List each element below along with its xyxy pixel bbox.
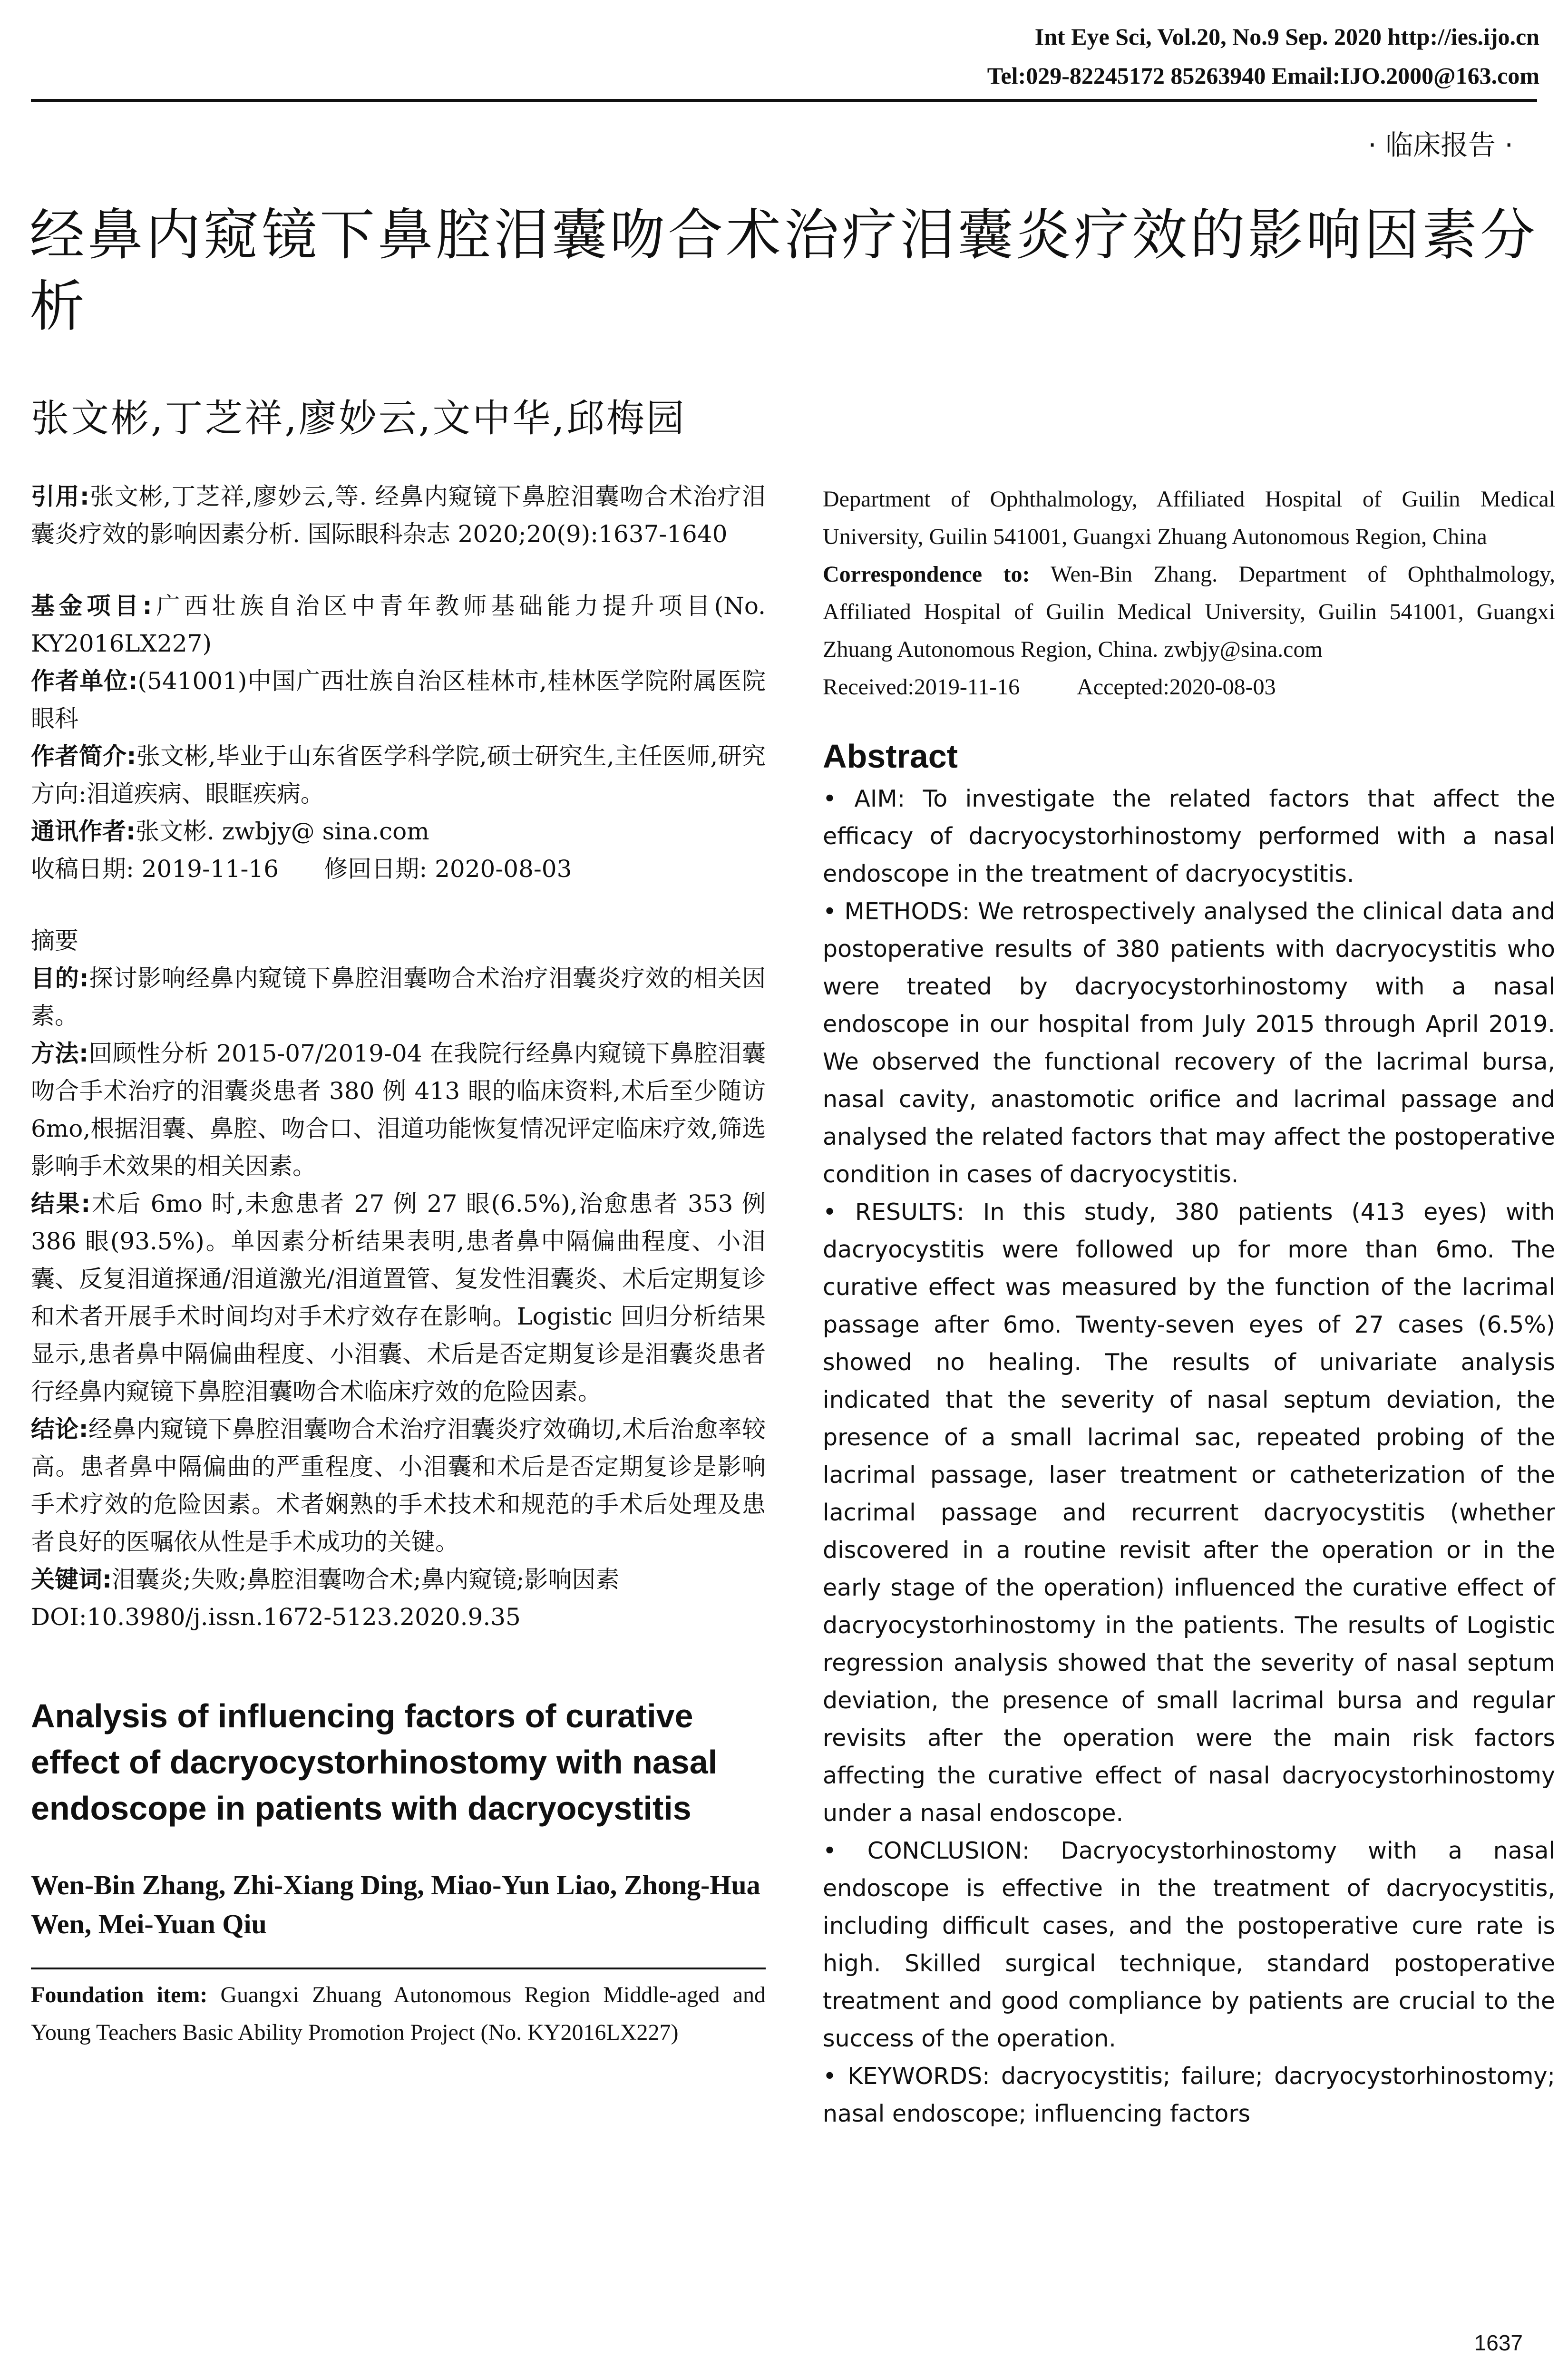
author-bio xyxy=(31,738,766,813)
section-label: · 临床报告 · xyxy=(1368,129,1513,161)
right-column xyxy=(823,480,1555,2133)
received-accepted xyxy=(823,668,1555,706)
corr-label: 通讯作者: xyxy=(31,818,136,845)
abstract-methods: • METHODS: We retrospectively analysed the clinical data and postoperative results of 380 patients with dacryocystitis who were treated by dacryocystorhinostomy with a nasal endoscope in our hospital from July 2015 through April 2019. We observed the functional recovery of the lacrimal bursa, nasal cavity, anastomotic orifice and lacrimal passage and analysed the related factors that may affect the postoperative condition in cases of dacryocystitis. xyxy=(823,898,1555,1188)
abstract-aim: • AIM: To investigate the related factors that affect the efficacy of dacryocystorhinostomy performed with a nasal endoscope in the treatment of dacryocystitis. xyxy=(823,785,1555,887)
foundation-label: Foundation item: xyxy=(31,1982,208,2007)
keywords-label: 关键词: xyxy=(31,1566,112,1593)
doi: DOI:10.3980/j.issn.1672-5123.2020.9.35 xyxy=(31,1603,521,1631)
journal-info: Int Eye Sci, Vol.20, No.9 Sep. 2020 http://ies.ijo.cn xyxy=(1034,23,1539,50)
dates: 收稿日期: 2019-11-16 修回日期: 2020-08-03 xyxy=(31,855,572,883)
header-rule xyxy=(31,99,1537,102)
citation-label: 引用: xyxy=(31,483,89,510)
author-list-cn: 张文彬,丁芝祥,廖妙云,文中华,邱梅园 xyxy=(31,396,686,440)
abstract-cn-aim xyxy=(31,960,766,1035)
citation-text: 张文彬,丁芝祥,廖妙云,等. 经鼻内窥镜下鼻腔泪囊吻合术治疗泪囊炎疗效的影响因素分析. 国际眼科杂志 2020;20(9):1637-1640 xyxy=(31,483,766,548)
corr-text: 张文彬. zwbjy@ sina.com xyxy=(136,818,429,845)
english-authors: Wen-Bin Zhang, Zhi-Xiang Ding, Miao-Yun Liao, Zhong-Hua Wen, Mei-Yuan Qiu xyxy=(31,1870,760,1939)
received-date: Received:2019-11-16 xyxy=(823,674,1020,700)
abstract-cn-methods xyxy=(31,1035,766,1185)
abstract-cn-keywords xyxy=(31,1561,766,1598)
left-column xyxy=(31,478,766,2051)
abstract-cn-results xyxy=(31,1185,766,1411)
author-unit xyxy=(31,662,766,738)
unit-label: 作者单位: xyxy=(31,667,138,695)
abstract-keywords: • KEYWORDS: dacryocystitis; failure; dacryocystorhinostomy; nasal endoscope; influencing factors xyxy=(823,2063,1555,2127)
article-title: 经鼻内窥镜下鼻腔泪囊吻合术治疗泪囊炎疗效的影响因素分析 xyxy=(29,203,1538,339)
fund-text: 广西壮族自治区中青年教师基础能力提升项目(No. KY2016LX227) xyxy=(31,592,766,657)
aim-label: 目的: xyxy=(31,964,89,992)
correspondence-en xyxy=(823,555,1555,668)
corresponding-author xyxy=(31,813,766,850)
footnote-rule xyxy=(31,1968,766,1969)
methods-label: 方法: xyxy=(31,1040,88,1067)
accepted-date: Accepted:2020-08-03 xyxy=(1077,674,1276,700)
page-number: 1637 xyxy=(1474,2330,1523,2355)
abstract-conclusion: • CONCLUSION: Dacryocystorhinostomy with a nasal endoscope is effective in the treatment of dacryocystitis, including difficult cases, and the postoperative cure rate is high. Skilled surgical technique, standard postoperative treatment and good compliance by patients are crucial to the success of the operation. xyxy=(823,1837,1555,2052)
abstract-cn-heading: 摘要 xyxy=(31,927,78,955)
fund-info xyxy=(31,587,766,662)
abstract-heading: Abstract xyxy=(823,738,958,775)
citation xyxy=(31,478,766,553)
methods-text: 回顾性分析 2015-07/2019-04 在我院行经鼻内窥镜下鼻腔泪囊吻合手术治疗的泪囊炎患者 380 例 413 眼的临床资料,术后至少随访 6mo,根据泪囊、鼻腔、吻合口、泪道功能恢复情况评定临床疗效,筛选影响手术效果的相关因素。 xyxy=(31,1040,766,1180)
department-en: Department of Ophthalmology, Affiliated Hospital of Guilin Medical University, Guilin 541001, Guangxi Zhuang Autonomous Region, China xyxy=(823,487,1555,549)
keywords-text: 泪囊炎;失败;鼻腔泪囊吻合术;鼻内窥镜;影响因素 xyxy=(112,1566,620,1593)
unit-text: (541001)中国广西壮族自治区桂林市,桂林医学院附属医院眼科 xyxy=(31,667,766,732)
foundation-text: Guangxi Zhuang Autonomous Region Middle-aged and Young Teachers Basic Ability Promotion Project (No. KY2016LX227) xyxy=(31,1982,766,2045)
foundation-item xyxy=(31,1976,766,2051)
aim-text: 探讨影响经鼻内窥镜下鼻腔泪囊吻合术治疗泪囊炎疗效的相关因素。 xyxy=(31,964,766,1030)
bio-label: 作者简介: xyxy=(31,742,136,770)
abstract-cn-conclusion xyxy=(31,1411,766,1561)
conclusion-text: 经鼻内窥镜下鼻腔泪囊吻合术治疗泪囊炎疗效确切,术后治愈率较高。患者鼻中隔偏曲的严重程度、小泪囊和术后是否定期复诊是影响手术疗效的危险因素。术者娴熟的手术技术和规范的手术后处理及患者良好的医嘱依从性是手术成功的关键。 xyxy=(31,1415,766,1556)
correspondence-text: Wen-Bin Zhang. Department of Ophthalmology, Affiliated Hospital of Guilin Medical University, Guilin 541001, Guangxi Zhuang Autonomous Region, China. zwbjy@sina.com xyxy=(823,562,1556,662)
fund-label: 基金项目: xyxy=(31,592,152,620)
abstract-results: • RESULTS: In this study, 380 patients (413 eyes) with dacryocystitis were followed up for more than 6mo. The curative effect was measured by the function of the lacrimal passage after 6mo. Twenty-seven eyes of 27 cases (6.5%) showed no healing. The results of univariate analysis indicated that the severity of nasal septum deviation, the presence of a small lacrimal sac, repeated probing of the lacrimal passage, laser treatment or catheterization of the lacrimal passage and recurrent dacryocystitis (whether discovered in a routine revisit after the operation or in the early stage of the operation) influenced the curative effect of dacryocystorhinostomy in the patients. The results of Logistic regression analysis showed that the severity of nasal septum deviation, the presence of small lacrimal bursa and regular revisits after the operation were the main risk factors affecting the curative effect of nasal dacryocystorhinostomy under a nasal endoscope. xyxy=(823,1198,1555,1827)
results-text: 术后 6mo 时,未愈患者 27 例 27 眼(6.5%),治愈患者 353 例 386 眼(93.5%)。单因素分析结果表明,患者鼻中隔偏曲程度、小泪囊、反复泪道探通/泪道激光/泪道置管、复发性泪囊炎、术后定期复诊和术者开展手术时间均对手术疗效存在影响。Logistic 回归分析结果显示,患者鼻中隔偏曲程度、小泪囊、术后是否定期复诊是泪囊炎患者行经鼻内窥镜下鼻腔泪囊吻合术临床疗效的危险因素。 xyxy=(31,1190,766,1405)
correspondence-label: Correspondence to: xyxy=(823,562,1030,587)
english-title: Analysis of influencing factors of curative effect of dacryocystorhinostomy with nasal endoscope in patients with dacryocystitis xyxy=(31,1697,718,1827)
journal-contact: Tel:029-82245172 85263940 Email:IJO.2000@163.com xyxy=(987,62,1539,89)
results-label: 结果: xyxy=(31,1190,91,1218)
bio-text: 张文彬,毕业于山东省医学科学院,硕士研究生,主任医师,研究方向:泪道疾病、眼眶疾病。 xyxy=(31,742,766,808)
conclusion-label: 结论: xyxy=(31,1415,88,1443)
